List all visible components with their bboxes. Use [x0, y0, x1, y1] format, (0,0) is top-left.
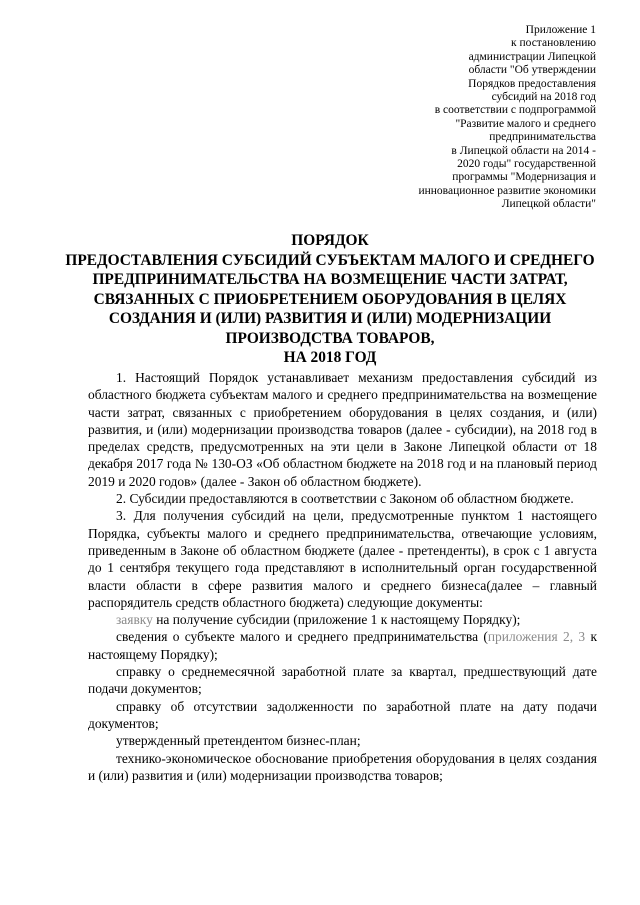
list-item-debt: справку об отсутствии задолженности по заработной плате на дату подачи документов; [88, 698, 597, 731]
list-item-text: сведения о субъекте малого и среднего предпринимательства ( [116, 629, 488, 645]
appendix-link[interactable]: приложения 2, 3 [487, 629, 586, 645]
annex-line: предпринимательства [489, 131, 596, 144]
annex-line: к постановлению [511, 37, 596, 50]
annex-line: Приложение 1 [525, 24, 596, 36]
annex-block [356, 24, 596, 212]
title-line: ПРЕДПРИНИМАТЕЛЬСТВА НА ВОЗМЕЩЕНИЕ ЧАСТИ ЗАТРАТ, [92, 271, 568, 288]
annex-line: "Развитие малого и среднего [455, 117, 596, 130]
application-link[interactable]: заявку [116, 612, 153, 628]
annex-line: 2020 годы" государственной [457, 158, 596, 171]
paragraph-2: 2. Субсидии предоставляются в соответствии с Законом об областном бюджете. [116, 491, 574, 507]
annex-line: программы "Модернизация и [452, 171, 596, 184]
list-item-business-plan: утвержденный претендентом бизнес-план; [116, 733, 361, 749]
annex-line: администрации Липецкой [468, 50, 596, 63]
document-body [88, 369, 597, 784]
list-item-info [88, 628, 597, 663]
title-line: ПРЕДОСТАВЛЕНИЯ СУБСИДИЙ СУБЪЕКТАМ МАЛОГО И СРЕДНЕГО [65, 251, 595, 269]
list-item-feasibility: технико-экономическое обоснование приобретения оборудования в целях создания и (или) развития и (или) модернизации производства товаров; [88, 750, 597, 783]
title-line: СОЗДАНИЯ И (ИЛИ) РАЗВИТИЯ И (ИЛИ) МОДЕРНИЗАЦИИ [108, 310, 552, 327]
list-item-text: к настоящему Порядку); [88, 629, 597, 662]
annex-line: Порядков предоставления [468, 77, 596, 90]
list-item-application [88, 611, 597, 628]
annex-line: инновационное развитие экономики [418, 184, 596, 197]
annex-line: области "Об утверждении [468, 64, 596, 77]
annex-line: в Липецкой области на 2014 - [451, 144, 596, 157]
annex-line: субсидий на 2018 год [491, 91, 596, 104]
title-line: СВЯЗАННЫХ С ПРИОБРЕТЕНИЕМ ОБОРУДОВАНИЯ В ЦЕЛЯХ [93, 290, 567, 308]
title-line: НА 2018 ГОД [283, 349, 377, 366]
annex-line: Липецкой области" [501, 198, 596, 211]
title-line: ПОРЯДОК [291, 232, 369, 249]
list-item-text: на получение субсидии (приложение 1 к настоящему Порядку); [152, 612, 521, 628]
annex-line: в соответствии с подпрограммой [434, 104, 596, 117]
document-title [60, 231, 600, 368]
paragraph-3: 3. Для получения субсидий на цели, предусмотренные пунктом 1 настоящего Порядка, субъекты малого и среднего предпринимательства, отвечающие условиям, приведенным в Законе об областном бюджете (далее - претенденты), в срок с 1 августа до 1 сентября текущего года представляют в исполнительный орган государственной власти области в сфере развития малого и среднего бизнеса(далее – главный распорядитель средств областного бюджета) следующие документы: [88, 508, 597, 610]
list-item-salary: справку о среднемесячной заработной плате за квартал, предшествующий дате подачи документов; [88, 664, 597, 697]
title-line: ПРОИЗВОДСТВА ТОВАРОВ, [225, 329, 435, 347]
paragraph-1: 1. Настоящий Порядок устанавливает механизм предоставления субсидий из областного бюджета субъектам малого и среднего предпринимательства на возмещение части затрат, связанных с приобретением оборудования в целях создания, и (или) развития, и (или) модернизации производства товаров (далее - субсидии), на 2018 год в пределах средств, предусмотренных на эти цели в Законе Липецкой области от 18 декабря 2017 года № 130-ОЗ «Об областном бюджете на 2018 год и на плановый период 2019 и 2020 годов» (далее - Закон об областном бюджете). [88, 370, 597, 489]
